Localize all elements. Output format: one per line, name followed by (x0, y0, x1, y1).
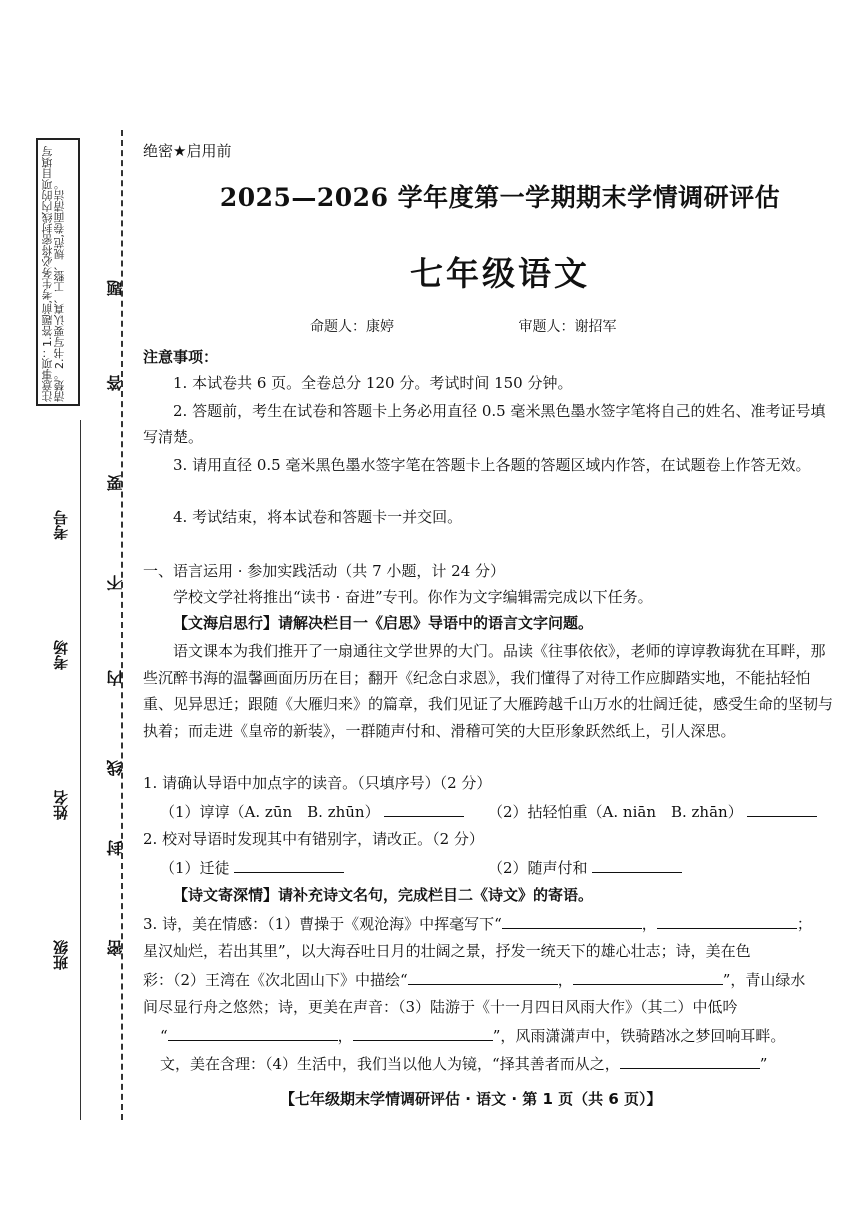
note-item: 3. 请用直径 0.5 毫米黑色墨水签字笔在答题卡上各题的答题区域内作答，在试题卷上作答无效。 (173, 456, 811, 474)
answer-blank[interactable] (573, 968, 723, 985)
seal-char: 不 (106, 575, 125, 591)
seal-char: 要 (106, 475, 125, 491)
answer-blank[interactable] (747, 800, 817, 817)
class-label: 班级 (52, 940, 70, 970)
answer-blank[interactable] (168, 1024, 338, 1041)
question-3-text: 3. 诗，美在情感：（1）曹操于《观沧海》中挥毫写下“ (143, 915, 502, 933)
seal-char: 内 (106, 670, 125, 686)
seal-char: 密 (106, 940, 125, 956)
task-2: 【诗文寄深情】请补充诗文名句，完成栏目二《诗文》的寄语。 (173, 886, 594, 904)
question-1b (488, 800, 838, 823)
answer-blank[interactable] (234, 856, 344, 873)
answer-blank[interactable] (657, 912, 797, 929)
answer-blank[interactable] (620, 1052, 760, 1069)
note-item: 2. 答题前，考生在试卷和答题卡上务必用直径 0.5 毫米黑色墨水签字笔将自己的姓名、准考证号填写清楚。 (143, 402, 826, 446)
reviewer: 审题人：谢招军 (518, 319, 617, 335)
seal-char: 题 (106, 280, 125, 296)
answer-blank[interactable] (502, 912, 642, 929)
answer-blank[interactable] (353, 1024, 493, 1041)
answer-blank[interactable] (408, 968, 558, 985)
question-1: 1. 请确认导语中加点字的读音。（只填序号）（2 分） (143, 774, 492, 792)
note-item: 1. 本试卷共 6 页。全卷总分 120 分。考试时间 150 分钟。 (173, 374, 573, 392)
notes-heading: 注意事项： (143, 348, 219, 366)
question-2a (160, 856, 460, 879)
question-1b-text: （2）拈轻怕重（A. niān B. zhān） (488, 803, 743, 821)
section-heading: 一、语言运用 · 参加实践活动（共 7 小题，计 24 分） (143, 562, 506, 580)
author: 命题人：康婷 (310, 319, 394, 335)
question-2a-text: （1）迁徒 (160, 859, 230, 877)
question-1a (160, 800, 480, 823)
question-3-text: ”，青山绿水 (722, 971, 806, 989)
subject-title: 七年级语文 (410, 254, 590, 293)
notice-box (36, 138, 80, 406)
exam-title: 2025—2026 学年度第一学期期末学情调研评估 (219, 183, 781, 212)
question-1a-text: （1）谆谆（A. zūn B. zhūn） (160, 803, 380, 821)
question-3-text: 文，美在含理：（4）生活中，我们当以他人为镜，“择其善者而从之， (160, 1055, 620, 1073)
question-3-line5: “ ， ”，风雨潇潇声中，铁骑踏冰之梦回响耳畔。 (160, 1024, 840, 1047)
authors (310, 316, 736, 336)
seal-dashed-line (121, 130, 123, 1120)
answer-blank[interactable] (384, 800, 464, 817)
section-intro: 学校文学社将推出“读书 · 奋进”专刊。你作为文字编辑需完成以下任务。 (173, 588, 653, 606)
seal-char: 答 (106, 375, 125, 391)
seal-char: 封 (106, 840, 125, 856)
question-3-line4: 间尽显行舟之悠然；诗，更美在声音：（3）陆游于《十一月四日风雨大作》（其二）中低吟 (143, 998, 738, 1016)
question-3-line2: 星汉灿烂，若出其里”，以大海吞吐日月的壮阔之景，抒发一统天下的雄心壮志；诗，美在色 (143, 942, 751, 960)
page-footer: 【七年级期末学情调研评估 · 语文 · 第 1 页（共 6 页）】 (280, 1090, 662, 1108)
fill-line (80, 420, 81, 1120)
exam-room-label: 考场 (52, 640, 70, 670)
task-1: 【文海启思行】请解决栏目一《启思》导语中的语言文字问题。 (173, 614, 594, 632)
note-item: 4. 考试结束，将本试卷和答题卡一并交回。 (173, 508, 463, 526)
question-3-line1: 3. 诗，美在情感：（1）曹操于《观沧海》中挥毫写下“ ， ； (143, 912, 838, 935)
question-3-line3: 彩：（2）王湾在《次北固山下》中描绘“ ， ”，青山绿水 (143, 968, 838, 991)
top-secret-label: 绝密★启用前 (143, 142, 232, 160)
question-3-line6: 文，美在含理：（4）生活中，我们当以他人为镜，“择其善者而从之， ” (160, 1052, 840, 1075)
seal-char: 线 (106, 760, 125, 776)
question-2b (488, 856, 788, 879)
answer-blank[interactable] (592, 856, 682, 873)
name-label: 姓名 (52, 790, 70, 820)
notice-text: 注意事项：1.答题前,考生务必将密封线内的项目填写清楚。2.书写要认真、工整、规范,卷面清洁。 (41, 146, 66, 402)
exam-number-label: 考号 (52, 510, 70, 540)
question-2: 2. 校对导语时发现其中有错别字，请改正。（2 分） (143, 830, 484, 848)
question-3-text: ”，风雨潇潇声中，铁骑踏冰之梦回响耳畔。 (492, 1027, 786, 1045)
question-2b-text: （2）随声付和 (488, 859, 588, 877)
passage: 语文课本为我们推开了一扇通往文学世界的大门。品读《往事依依》，老师的谆谆教诲犹在耳畔，那些沉醉书海的温馨画面历历在目；翻开《纪念白求恩》，我们懂得了对待工作应脚踏实地，不能拈轻怕重、见异思迁；跟随《大雁归来》的篇章，我们见证了大雁跨越千山万水的壮阔迁徒，感受生命的坚韧与执着；而走进《皇帝的新装》，一群随声付和、滑稽可笑的大臣形象跃然纸上，引人深思。 (143, 642, 834, 740)
question-3-text: 彩：（2）王湾在《次北固山下》中描绘“ (143, 971, 408, 989)
